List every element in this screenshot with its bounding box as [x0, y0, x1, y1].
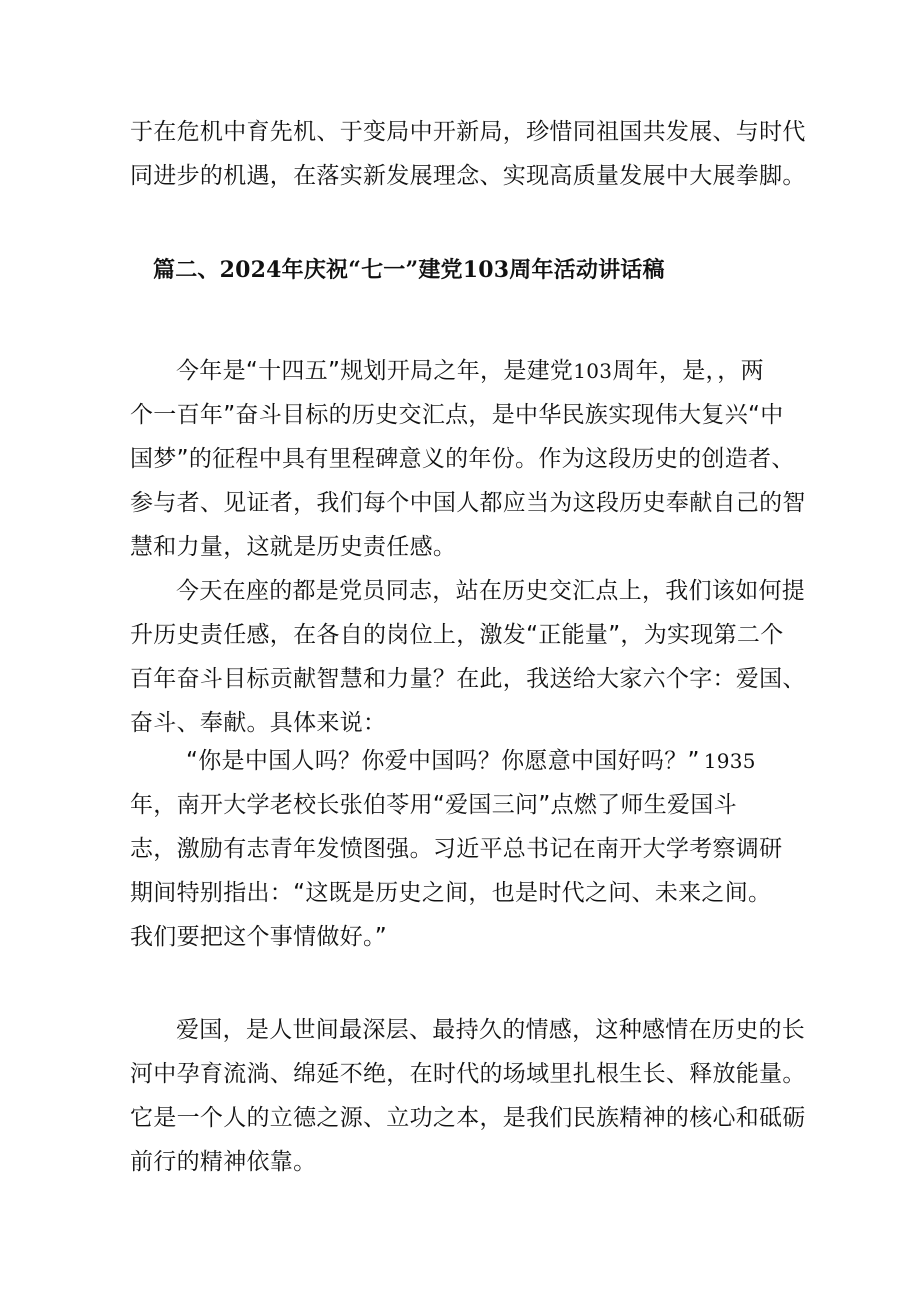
- paragraph-3-line-4: 奋斗、奉献。具体来说：: [130, 710, 387, 736]
- paragraph-4-line-4: 期间特别指出：“这既是历史之间，也是时代之问、未来之间。: [130, 880, 772, 906]
- paragraph-4-line-3: 志，激励有志青年发愤图强。习近平总书记在南开大学考察调研: [130, 836, 783, 862]
- paragraph-4-line-1-year: 1935: [703, 749, 756, 773]
- paragraph-3-line-3: 百年奋斗目标贡献智慧和力量？在此，我送给大家六个字：爱国、: [130, 666, 806, 692]
- paragraph-2-line-3: 国梦”的征程中具有里程碑意义的年份。作为这段历史的创造者、: [130, 446, 795, 472]
- paragraph-1-line-2: 同进步的机遇，在落实新发展理念、实现高质量发展中大展拳脚。: [130, 163, 806, 189]
- paragraph-2-line-1-text-b: 周年，是，，两: [612, 358, 764, 384]
- paragraph-3-line-1: 今天在座的都是党员同志，站在历史交汇点上，我们该如何提: [176, 578, 806, 604]
- paragraph-4-line-1-text: “你是中国人吗？你爱中国吗？你愿意中国好吗？”: [186, 748, 700, 774]
- paragraph-2-line-1: [176, 355, 764, 387]
- paragraph-2-line-5: 慧和力量，这就是历史责任感。: [130, 534, 457, 560]
- paragraph-2-line-1-text-a: 今年是“十四五”规划开局之年，是建党: [176, 358, 574, 384]
- paragraph-2-line-1-number: 103: [573, 359, 613, 383]
- paragraph-4-line-5: 我们要把这个事情做好。”: [130, 924, 388, 950]
- paragraph-1-line-1: 于在危机中育先机、于变局中开新局，珍惜同祖国共发展、与时代: [130, 119, 806, 145]
- paragraph-3-line-2: 升历史责任感，在各自的岗位上，激发“正能量”，为实现第二个: [130, 622, 784, 648]
- paragraph-4-line-2: 年，南开大学老校长张伯苓用“爱国三问”点燃了师生爱国斗: [130, 792, 737, 818]
- section-heading: 篇二、2024年庆祝“七一”建党103周年活动讲话稿: [153, 257, 665, 283]
- paragraph-5-line-1: 爱国，是人世间最深层、最持久的情感，这种感情在历史的长: [176, 1017, 806, 1043]
- paragraph-2-line-4: 参与者、见证者，我们每个中国人都应当为这段历史奉献自己的智: [130, 490, 806, 516]
- paragraph-5-line-3: 它是一个人的立德之源、立功之本，是我们民族精神的核心和砥砺: [130, 1105, 806, 1131]
- paragraph-2-line-2: 个一百年”奋斗目标的历史交汇点，是中华民族实现伟大复兴“中: [130, 402, 784, 428]
- paragraph-4-line-1: [186, 745, 756, 777]
- paragraph-5-line-4: 前行的精神依靠。: [130, 1149, 317, 1175]
- paragraph-5-line-2: 河中孕育流淌、绵延不绝，在时代的场域里扎根生长、释放能量。: [130, 1061, 806, 1087]
